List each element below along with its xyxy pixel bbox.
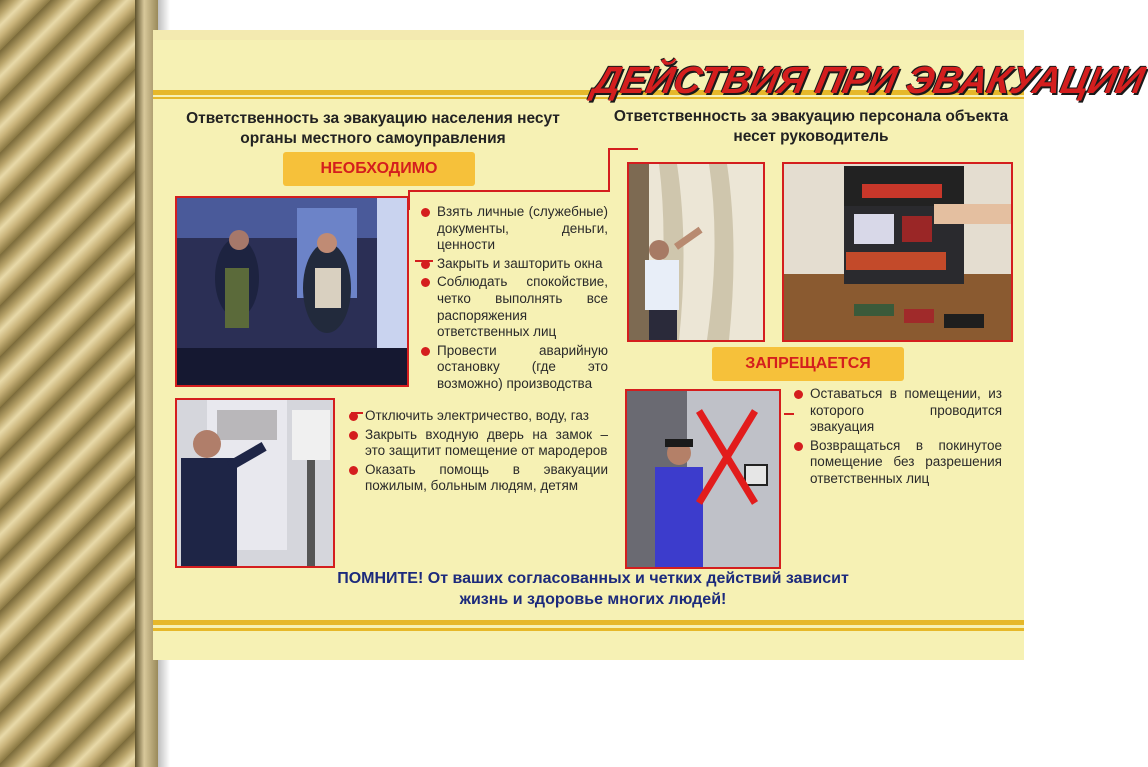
poster-title: ДЕЙСТВИЯ ПРИ ЭВАКУАЦИИ: [589, 60, 1148, 102]
forbidden-badge: ЗАПРЕЩАЕТСЯ: [712, 347, 904, 381]
evacuation-poster: [153, 30, 1148, 660]
closing-curtains-photo: [627, 162, 765, 342]
forbidden-item: Оставаться в помещении, из которого проводится эвакуация: [794, 386, 1002, 436]
corridor-evacuation-photo: [175, 196, 409, 387]
left-heading: Ответственность за эвакуацию населения несут органы местного самоуправления: [186, 110, 560, 147]
bottom-stripe: [153, 620, 1024, 625]
secondary-list: [349, 408, 608, 497]
secondary-item: Оказать помощь в эвакуации пожилым, больным людям, детям: [349, 462, 608, 495]
connector-line: [408, 190, 608, 192]
secondary-item: Закрыть входную дверь на замок – это защитит помещение от мародеров: [349, 427, 608, 460]
briefcase-documents-photo: [782, 162, 1013, 342]
remember-line-2: жизнь и здоровье многих людей!: [459, 591, 727, 608]
necessary-item: Провести аварийную остановку (где это возможно) производства: [421, 343, 608, 393]
remember-note: [213, 568, 973, 610]
necessary-item: Соблюдать спокойствие, четко выполнять все распоряжения ответственных лиц: [421, 274, 608, 340]
forbidden-list: [794, 386, 1002, 490]
electrical-panel-photo: [175, 398, 335, 568]
poster-top-band: [153, 30, 1024, 40]
bottom-stripe-thin: [153, 628, 1024, 631]
forbidden-door-photo: [625, 389, 781, 569]
remember-line-1: ПОМНИТЕ! От ваших согласованных и четких действий зависит: [337, 570, 849, 587]
right-heading: Ответственность за эвакуацию персонала объекта несет руководитель: [613, 108, 1009, 145]
connector-line: [608, 148, 638, 150]
necessary-badge: НЕОБХОДИМО: [283, 152, 475, 186]
connector-line: [784, 413, 794, 415]
secondary-item: Отключить электричество, воду, газ: [349, 408, 608, 425]
connector-line: [608, 148, 610, 192]
necessary-item: Закрыть и зашторить окна: [421, 256, 608, 273]
necessary-item: Взять личные (служебные) документы, деньги, ценности: [421, 204, 608, 254]
necessary-list: [421, 204, 608, 395]
forbidden-item: Возвращаться в покинутое помещение без разрешения ответственных лиц: [794, 438, 1002, 488]
